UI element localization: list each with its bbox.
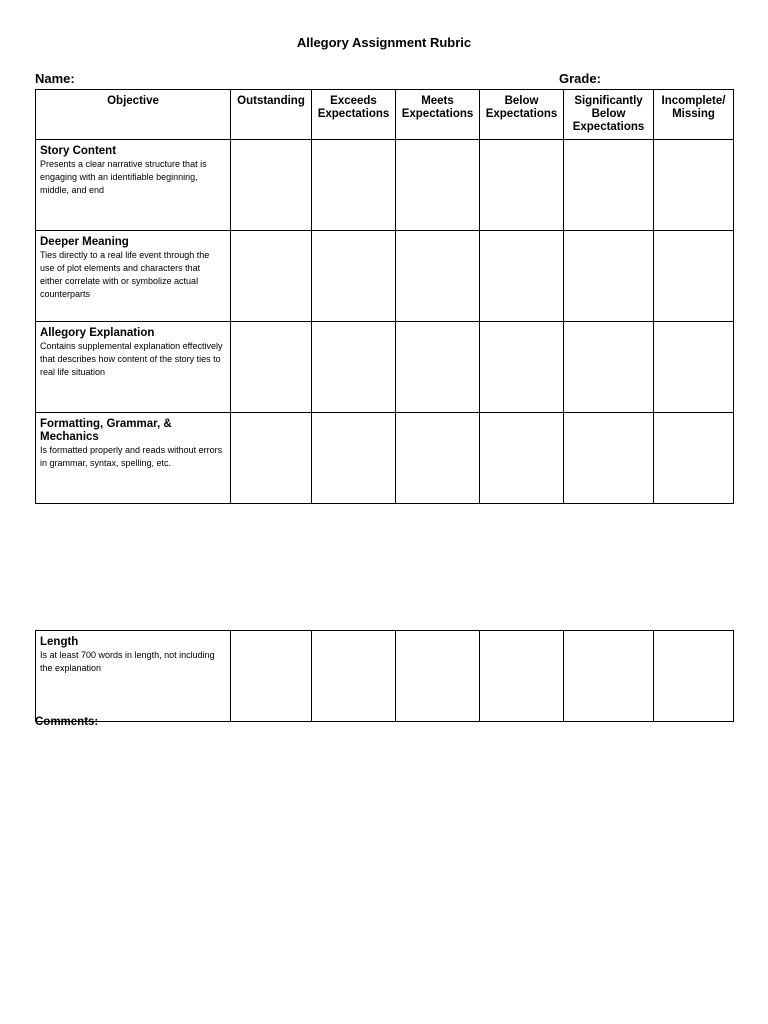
score-cell: [312, 322, 396, 413]
grade-label: Grade:: [559, 71, 601, 86]
header-exceeds-expectations: Exceeds Expectations: [312, 90, 396, 140]
score-cell: [654, 631, 734, 722]
score-cell: [231, 231, 312, 322]
score-cell: [564, 631, 654, 722]
score-cell: [312, 631, 396, 722]
table-row: [36, 631, 734, 722]
score-cell: [654, 322, 734, 413]
comments-label: Comments:: [35, 716, 99, 728]
score-cell: [231, 631, 312, 722]
header-incomplete-missing: Incomplete/ Missing: [654, 90, 734, 140]
score-cell: [312, 413, 396, 504]
objective-cell: [36, 322, 231, 413]
objective-description: Is formatted properly and reads without errors in grammar, syntax, spelling, etc.: [40, 445, 223, 468]
page-title: Allegory Assignment Rubric: [296, 35, 472, 50]
score-cell: [480, 322, 564, 413]
table-row: [36, 322, 734, 413]
objective-cell: [36, 631, 231, 722]
objective-description: Is at least 700 words in length, not including the explanation: [40, 650, 215, 673]
score-cell: [564, 322, 654, 413]
rubric-table: [35, 89, 734, 504]
score-cell: [654, 231, 734, 322]
objective-title: Allegory Explanation: [40, 327, 155, 339]
objective-description: Contains supplemental explanation effectively that describes how content of the story ties to real life situation: [40, 341, 223, 377]
score-cell: [231, 140, 312, 231]
score-cell: [396, 413, 480, 504]
name-label: Name:: [35, 71, 75, 86]
objective-title: Deeper Meaning: [40, 236, 129, 248]
header-row: [36, 90, 734, 140]
score-cell: [654, 140, 734, 231]
length-table: [35, 630, 734, 722]
objective-cell: [36, 140, 231, 231]
objective-description: Ties directly to a real life event through the use of plot elements and characters that either correlate with or symbolize actual counterparts: [40, 250, 210, 299]
objective-title: Length: [40, 636, 79, 648]
score-cell: [312, 140, 396, 231]
score-cell: [564, 231, 654, 322]
score-cell: [396, 322, 480, 413]
table-row: [36, 140, 734, 231]
score-cell: [396, 231, 480, 322]
header-meets-expectations: Meets Expectations: [396, 90, 480, 140]
score-cell: [396, 631, 480, 722]
score-cell: [396, 140, 480, 231]
score-cell: [480, 140, 564, 231]
header-outstanding: Outstanding: [231, 90, 312, 140]
table-row: [36, 231, 734, 322]
header-below-expectations: Below Expectations: [480, 90, 564, 140]
objective-cell: [36, 413, 231, 504]
score-cell: [480, 231, 564, 322]
score-cell: [480, 631, 564, 722]
score-cell: [231, 413, 312, 504]
objective-description: Presents a clear narrative structure that is engaging with an identifiable beginning, middle, and end: [40, 159, 207, 195]
objective-title: Story Content: [40, 145, 117, 157]
table-row: [36, 413, 734, 504]
score-cell: [654, 413, 734, 504]
header-significantly-below-expectations: Significantly Below Expectations: [564, 90, 654, 140]
header-objective: Objective: [36, 90, 231, 140]
objective-cell: [36, 231, 231, 322]
score-cell: [312, 231, 396, 322]
score-cell: [231, 322, 312, 413]
objective-title: Formatting, Grammar, & Mechanics: [40, 418, 172, 443]
score-cell: [564, 413, 654, 504]
score-cell: [564, 140, 654, 231]
score-cell: [480, 413, 564, 504]
